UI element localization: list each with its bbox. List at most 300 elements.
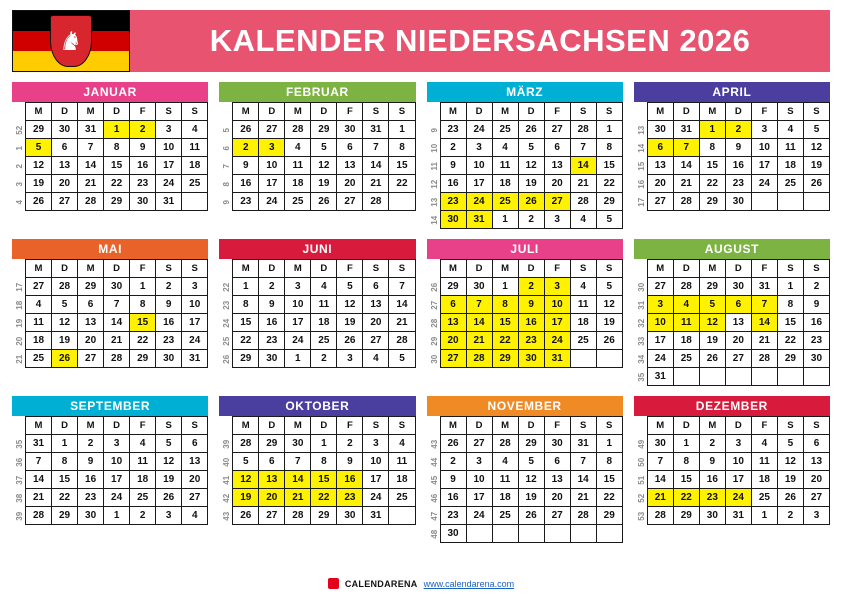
day-cell[interactable]: 23 (130, 175, 156, 193)
day-cell[interactable]: 15 (52, 471, 78, 489)
day-cell[interactable]: 9 (130, 139, 156, 157)
day-cell[interactable]: 29 (259, 435, 285, 453)
day-cell[interactable]: 11 (673, 314, 699, 332)
day-cell[interactable]: 28 (78, 193, 104, 211)
day-cell[interactable]: 8 (596, 139, 622, 157)
day-cell[interactable]: 1 (777, 278, 803, 296)
day-cell[interactable]: 29 (699, 278, 725, 296)
day-cell[interactable]: 9 (156, 296, 182, 314)
day-cell[interactable]: 18 (389, 471, 415, 489)
day-cell[interactable]: 4 (363, 350, 389, 368)
day-cell[interactable]: 25 (492, 193, 518, 211)
day-cell[interactable]: 29 (699, 193, 725, 211)
day-cell[interactable]: 24 (156, 175, 182, 193)
day-cell[interactable]: 26 (311, 193, 337, 211)
day-cell[interactable]: 4 (311, 278, 337, 296)
day-cell[interactable]: 1 (492, 211, 518, 229)
day-cell[interactable]: 25 (311, 332, 337, 350)
day-cell[interactable]: 15 (673, 471, 699, 489)
day-cell[interactable]: 12 (699, 314, 725, 332)
day-cell[interactable]: 27 (259, 507, 285, 525)
day-cell[interactable]: 8 (596, 453, 622, 471)
day-cell[interactable]: 20 (544, 175, 570, 193)
day-cell[interactable]: 16 (156, 314, 182, 332)
day-cell[interactable]: 3 (156, 507, 182, 525)
day-cell[interactable]: 26 (156, 489, 182, 507)
day-cell[interactable]: 7 (363, 139, 389, 157)
day-cell[interactable]: 20 (182, 471, 208, 489)
day-cell[interactable]: 21 (285, 489, 311, 507)
day-cell[interactable]: 27 (647, 193, 673, 211)
day-cell[interactable]: 23 (78, 489, 104, 507)
day-cell[interactable]: 9 (440, 471, 466, 489)
day-cell[interactable]: 14 (389, 296, 415, 314)
day-cell[interactable]: 31 (544, 350, 570, 368)
day-cell[interactable]: 25 (673, 350, 699, 368)
day-cell[interactable]: 2 (777, 507, 803, 525)
day-cell[interactable]: 7 (570, 139, 596, 157)
footer-url-link[interactable]: www.calendarena.com (423, 578, 515, 589)
day-cell[interactable]: 27 (337, 193, 363, 211)
day-cell[interactable]: 18 (492, 489, 518, 507)
day-cell[interactable]: 24 (259, 193, 285, 211)
day-cell[interactable]: 22 (777, 332, 803, 350)
day-cell[interactable]: 15 (596, 471, 622, 489)
day-cell[interactable]: 29 (311, 507, 337, 525)
day-cell[interactable]: 22 (596, 175, 622, 193)
day-cell[interactable]: 7 (647, 453, 673, 471)
day-cell[interactable]: 5 (389, 350, 415, 368)
day-cell[interactable]: 20 (803, 471, 829, 489)
day-cell[interactable]: 22 (699, 175, 725, 193)
day-cell[interactable]: 27 (803, 489, 829, 507)
day-cell[interactable]: 30 (647, 121, 673, 139)
day-cell[interactable]: 20 (52, 175, 78, 193)
day-cell[interactable]: 26 (52, 350, 78, 368)
day-cell[interactable]: 30 (466, 278, 492, 296)
day-cell[interactable]: 9 (518, 296, 544, 314)
day-cell[interactable]: 21 (389, 314, 415, 332)
day-cell[interactable]: 30 (156, 350, 182, 368)
day-cell[interactable]: 29 (52, 507, 78, 525)
day-cell[interactable]: 22 (596, 489, 622, 507)
day-cell[interactable]: 27 (182, 489, 208, 507)
day-cell[interactable]: 13 (78, 314, 104, 332)
day-cell[interactable]: 2 (130, 121, 156, 139)
day-cell[interactable]: 17 (285, 314, 311, 332)
day-cell[interactable]: 9 (78, 453, 104, 471)
day-cell[interactable]: 4 (492, 453, 518, 471)
day-cell[interactable]: 25 (492, 507, 518, 525)
day-cell[interactable]: 9 (803, 296, 829, 314)
day-cell[interactable]: 31 (570, 435, 596, 453)
day-cell[interactable]: 11 (130, 453, 156, 471)
day-cell[interactable]: 8 (130, 296, 156, 314)
day-cell[interactable]: 30 (699, 507, 725, 525)
day-cell[interactable]: 16 (233, 175, 259, 193)
day-cell[interactable]: 9 (233, 157, 259, 175)
day-cell[interactable]: 19 (156, 471, 182, 489)
day-cell[interactable]: 27 (544, 507, 570, 525)
day-cell[interactable]: 20 (544, 489, 570, 507)
day-cell[interactable]: 18 (285, 175, 311, 193)
day-cell[interactable]: 18 (311, 314, 337, 332)
day-cell[interactable]: 31 (647, 368, 673, 386)
day-cell[interactable]: 16 (518, 314, 544, 332)
day-cell[interactable]: 15 (130, 314, 156, 332)
day-cell[interactable]: 31 (725, 507, 751, 525)
day-cell[interactable]: 13 (182, 453, 208, 471)
day-cell[interactable]: 4 (389, 435, 415, 453)
day-cell[interactable]: 24 (182, 332, 208, 350)
day-cell[interactable]: 15 (104, 157, 130, 175)
day-cell[interactable]: 26 (337, 332, 363, 350)
day-cell[interactable]: 24 (466, 193, 492, 211)
day-cell[interactable]: 16 (78, 471, 104, 489)
day-cell[interactable]: 24 (363, 489, 389, 507)
day-cell[interactable]: 1 (596, 121, 622, 139)
day-cell[interactable]: 11 (492, 471, 518, 489)
day-cell[interactable]: 18 (570, 314, 596, 332)
day-cell[interactable]: 12 (518, 157, 544, 175)
day-cell[interactable]: 3 (466, 139, 492, 157)
day-cell[interactable]: 10 (544, 296, 570, 314)
day-cell[interactable]: 6 (803, 435, 829, 453)
day-cell[interactable]: 30 (337, 121, 363, 139)
day-cell[interactable]: 14 (647, 471, 673, 489)
day-cell[interactable]: 30 (440, 211, 466, 229)
day-cell[interactable]: 27 (647, 278, 673, 296)
day-cell[interactable]: 26 (233, 121, 259, 139)
day-cell[interactable]: 23 (518, 332, 544, 350)
day-cell[interactable]: 11 (285, 157, 311, 175)
day-cell[interactable]: 13 (52, 157, 78, 175)
day-cell[interactable]: 29 (311, 121, 337, 139)
day-cell[interactable]: 22 (311, 489, 337, 507)
day-cell[interactable]: 8 (104, 139, 130, 157)
day-cell[interactable]: 28 (673, 278, 699, 296)
day-cell[interactable]: 9 (725, 139, 751, 157)
day-cell[interactable]: 6 (725, 296, 751, 314)
day-cell[interactable]: 2 (518, 278, 544, 296)
day-cell[interactable]: 14 (466, 314, 492, 332)
day-cell[interactable]: 25 (570, 332, 596, 350)
day-cell[interactable]: 19 (596, 314, 622, 332)
day-cell[interactable]: 3 (363, 435, 389, 453)
day-cell[interactable]: 22 (130, 332, 156, 350)
day-cell[interactable]: 3 (104, 435, 130, 453)
day-cell[interactable]: 21 (26, 489, 52, 507)
day-cell[interactable]: 21 (673, 175, 699, 193)
day-cell[interactable]: 18 (751, 471, 777, 489)
day-cell[interactable]: 23 (233, 193, 259, 211)
day-cell[interactable]: 27 (259, 121, 285, 139)
day-cell[interactable]: 17 (259, 175, 285, 193)
day-cell[interactable]: 16 (337, 471, 363, 489)
day-cell[interactable]: 28 (52, 278, 78, 296)
day-cell[interactable]: 1 (751, 507, 777, 525)
day-cell[interactable]: 30 (78, 507, 104, 525)
day-cell[interactable]: 23 (440, 193, 466, 211)
day-cell[interactable]: 6 (544, 453, 570, 471)
day-cell[interactable]: 15 (777, 314, 803, 332)
day-cell[interactable]: 31 (26, 435, 52, 453)
day-cell[interactable]: 30 (725, 193, 751, 211)
day-cell[interactable]: 26 (518, 121, 544, 139)
day-cell[interactable]: 23 (337, 489, 363, 507)
day-cell[interactable]: 28 (570, 193, 596, 211)
day-cell[interactable]: 22 (492, 332, 518, 350)
day-cell[interactable]: 31 (751, 278, 777, 296)
day-cell[interactable]: 28 (389, 332, 415, 350)
day-cell[interactable]: 1 (492, 278, 518, 296)
day-cell[interactable]: 12 (596, 296, 622, 314)
day-cell[interactable]: 17 (466, 175, 492, 193)
day-cell[interactable]: 7 (389, 278, 415, 296)
day-cell[interactable]: 12 (311, 157, 337, 175)
day-cell[interactable]: 22 (673, 489, 699, 507)
day-cell[interactable]: 17 (182, 314, 208, 332)
day-cell[interactable]: 16 (130, 157, 156, 175)
day-cell[interactable]: 28 (751, 350, 777, 368)
day-cell[interactable]: 1 (104, 507, 130, 525)
day-cell[interactable]: 10 (725, 453, 751, 471)
day-cell[interactable]: 13 (725, 314, 751, 332)
day-cell[interactable]: 27 (363, 332, 389, 350)
day-cell[interactable]: 19 (337, 314, 363, 332)
day-cell[interactable]: 28 (673, 193, 699, 211)
day-cell[interactable]: 28 (570, 121, 596, 139)
day-cell[interactable]: 15 (311, 471, 337, 489)
day-cell[interactable]: 10 (647, 314, 673, 332)
day-cell[interactable]: 18 (673, 332, 699, 350)
day-cell[interactable]: 28 (363, 193, 389, 211)
day-cell[interactable]: 5 (596, 211, 622, 229)
day-cell[interactable]: 4 (673, 296, 699, 314)
day-cell[interactable]: 3 (182, 278, 208, 296)
day-cell[interactable]: 11 (751, 453, 777, 471)
day-cell[interactable]: 29 (673, 507, 699, 525)
day-cell[interactable]: 1 (285, 350, 311, 368)
day-cell[interactable]: 1 (104, 121, 130, 139)
day-cell[interactable]: 16 (699, 471, 725, 489)
day-cell[interactable]: 19 (803, 157, 829, 175)
day-cell[interactable]: 2 (259, 278, 285, 296)
day-cell[interactable]: 19 (233, 489, 259, 507)
day-cell[interactable]: 28 (26, 507, 52, 525)
day-cell[interactable]: 4 (570, 278, 596, 296)
day-cell[interactable]: 5 (311, 139, 337, 157)
day-cell[interactable]: 5 (233, 453, 259, 471)
day-cell[interactable]: 14 (363, 157, 389, 175)
day-cell[interactable]: 26 (233, 507, 259, 525)
day-cell[interactable]: 30 (518, 350, 544, 368)
day-cell[interactable]: 24 (285, 332, 311, 350)
day-cell[interactable]: 3 (803, 507, 829, 525)
day-cell[interactable]: 13 (803, 453, 829, 471)
day-cell[interactable]: 31 (156, 193, 182, 211)
day-cell[interactable]: 29 (233, 350, 259, 368)
day-cell[interactable]: 24 (725, 489, 751, 507)
day-cell[interactable]: 25 (777, 175, 803, 193)
day-cell[interactable]: 25 (285, 193, 311, 211)
day-cell[interactable]: 30 (440, 525, 466, 543)
day-cell[interactable]: 7 (673, 139, 699, 157)
day-cell[interactable]: 2 (518, 211, 544, 229)
day-cell[interactable]: 31 (363, 507, 389, 525)
day-cell[interactable]: 29 (130, 350, 156, 368)
day-cell[interactable]: 20 (337, 175, 363, 193)
day-cell[interactable]: 5 (156, 435, 182, 453)
day-cell[interactable]: 26 (699, 350, 725, 368)
day-cell[interactable]: 14 (26, 471, 52, 489)
day-cell[interactable]: 22 (52, 489, 78, 507)
day-cell[interactable]: 1 (311, 435, 337, 453)
day-cell[interactable]: 9 (259, 296, 285, 314)
day-cell[interactable]: 8 (492, 296, 518, 314)
day-cell[interactable]: 23 (699, 489, 725, 507)
day-cell[interactable]: 25 (389, 489, 415, 507)
day-cell[interactable]: 30 (259, 350, 285, 368)
day-cell[interactable]: 30 (285, 435, 311, 453)
day-cell[interactable]: 21 (104, 332, 130, 350)
day-cell[interactable]: 10 (466, 157, 492, 175)
day-cell[interactable]: 15 (492, 314, 518, 332)
day-cell[interactable]: 22 (389, 175, 415, 193)
day-cell[interactable]: 26 (518, 507, 544, 525)
day-cell[interactable]: 1 (699, 121, 725, 139)
day-cell[interactable]: 7 (78, 139, 104, 157)
day-cell[interactable]: 5 (803, 121, 829, 139)
day-cell[interactable]: 15 (389, 157, 415, 175)
day-cell[interactable]: 17 (751, 157, 777, 175)
day-cell[interactable]: 24 (466, 507, 492, 525)
day-cell[interactable]: 8 (699, 139, 725, 157)
day-cell[interactable]: 15 (596, 157, 622, 175)
day-cell[interactable]: 23 (259, 332, 285, 350)
day-cell[interactable]: 24 (544, 332, 570, 350)
day-cell[interactable]: 30 (130, 193, 156, 211)
day-cell[interactable]: 19 (777, 471, 803, 489)
day-cell[interactable]: 23 (440, 121, 466, 139)
day-cell[interactable]: 19 (518, 489, 544, 507)
day-cell[interactable]: 2 (337, 435, 363, 453)
day-cell[interactable]: 7 (26, 453, 52, 471)
day-cell[interactable]: 24 (647, 350, 673, 368)
day-cell[interactable]: 30 (337, 507, 363, 525)
day-cell[interactable]: 16 (440, 489, 466, 507)
day-cell[interactable]: 27 (725, 350, 751, 368)
day-cell[interactable]: 30 (52, 121, 78, 139)
day-cell[interactable]: 19 (311, 175, 337, 193)
day-cell[interactable]: 31 (363, 121, 389, 139)
day-cell[interactable]: 2 (233, 139, 259, 157)
day-cell[interactable]: 6 (363, 278, 389, 296)
day-cell[interactable]: 16 (440, 175, 466, 193)
day-cell[interactable]: 16 (259, 314, 285, 332)
day-cell[interactable]: 7 (570, 453, 596, 471)
day-cell[interactable]: 2 (440, 139, 466, 157)
day-cell[interactable]: 21 (751, 332, 777, 350)
day-cell[interactable]: 7 (285, 453, 311, 471)
day-cell[interactable]: 1 (596, 435, 622, 453)
day-cell[interactable]: 12 (777, 453, 803, 471)
day-cell[interactable]: 4 (285, 139, 311, 157)
day-cell[interactable]: 29 (104, 193, 130, 211)
day-cell[interactable]: 14 (570, 471, 596, 489)
day-cell[interactable]: 30 (104, 278, 130, 296)
day-cell[interactable]: 5 (518, 139, 544, 157)
day-cell[interactable]: 28 (233, 435, 259, 453)
day-cell[interactable]: 3 (285, 278, 311, 296)
day-cell[interactable]: 26 (518, 193, 544, 211)
day-cell[interactable]: 25 (130, 489, 156, 507)
day-cell[interactable]: 30 (725, 278, 751, 296)
day-cell[interactable]: 6 (544, 139, 570, 157)
day-cell[interactable]: 29 (440, 278, 466, 296)
day-cell[interactable]: 12 (803, 139, 829, 157)
day-cell[interactable]: 10 (751, 139, 777, 157)
day-cell[interactable]: 9 (699, 453, 725, 471)
day-cell[interactable]: 5 (337, 278, 363, 296)
day-cell[interactable]: 4 (492, 139, 518, 157)
day-cell[interactable]: 20 (78, 332, 104, 350)
day-cell[interactable]: 10 (182, 296, 208, 314)
day-cell[interactable]: 8 (389, 139, 415, 157)
day-cell[interactable]: 28 (466, 350, 492, 368)
day-cell[interactable]: 4 (182, 507, 208, 525)
day-cell[interactable]: 29 (596, 507, 622, 525)
day-cell[interactable]: 17 (544, 314, 570, 332)
day-cell[interactable]: 5 (518, 453, 544, 471)
day-cell[interactable]: 29 (492, 350, 518, 368)
day-cell[interactable]: 13 (647, 157, 673, 175)
day-cell[interactable]: 21 (466, 332, 492, 350)
day-cell[interactable]: 4 (570, 211, 596, 229)
day-cell[interactable]: 2 (699, 435, 725, 453)
day-cell[interactable]: 6 (52, 139, 78, 157)
day-cell[interactable]: 21 (570, 175, 596, 193)
day-cell[interactable]: 18 (492, 175, 518, 193)
day-cell[interactable]: 26 (596, 332, 622, 350)
day-cell[interactable]: 21 (363, 175, 389, 193)
day-cell[interactable]: 3 (544, 278, 570, 296)
day-cell[interactable]: 15 (233, 314, 259, 332)
day-cell[interactable]: 24 (104, 489, 130, 507)
day-cell[interactable]: 12 (26, 157, 52, 175)
day-cell[interactable]: 8 (673, 453, 699, 471)
day-cell[interactable]: 4 (182, 121, 208, 139)
day-cell[interactable]: 10 (156, 139, 182, 157)
day-cell[interactable]: 5 (777, 435, 803, 453)
day-cell[interactable]: 19 (518, 175, 544, 193)
day-cell[interactable]: 3 (725, 435, 751, 453)
day-cell[interactable]: 11 (777, 139, 803, 157)
day-cell[interactable]: 27 (26, 278, 52, 296)
day-cell[interactable]: 8 (233, 296, 259, 314)
day-cell[interactable]: 12 (518, 471, 544, 489)
day-cell[interactable]: 3 (647, 296, 673, 314)
day-cell[interactable]: 28 (104, 350, 130, 368)
day-cell[interactable]: 27 (544, 121, 570, 139)
day-cell[interactable]: 24 (466, 121, 492, 139)
day-cell[interactable]: 25 (182, 175, 208, 193)
day-cell[interactable]: 4 (751, 435, 777, 453)
day-cell[interactable]: 29 (777, 350, 803, 368)
day-cell[interactable]: 17 (156, 157, 182, 175)
day-cell[interactable]: 31 (673, 121, 699, 139)
day-cell[interactable]: 16 (803, 314, 829, 332)
